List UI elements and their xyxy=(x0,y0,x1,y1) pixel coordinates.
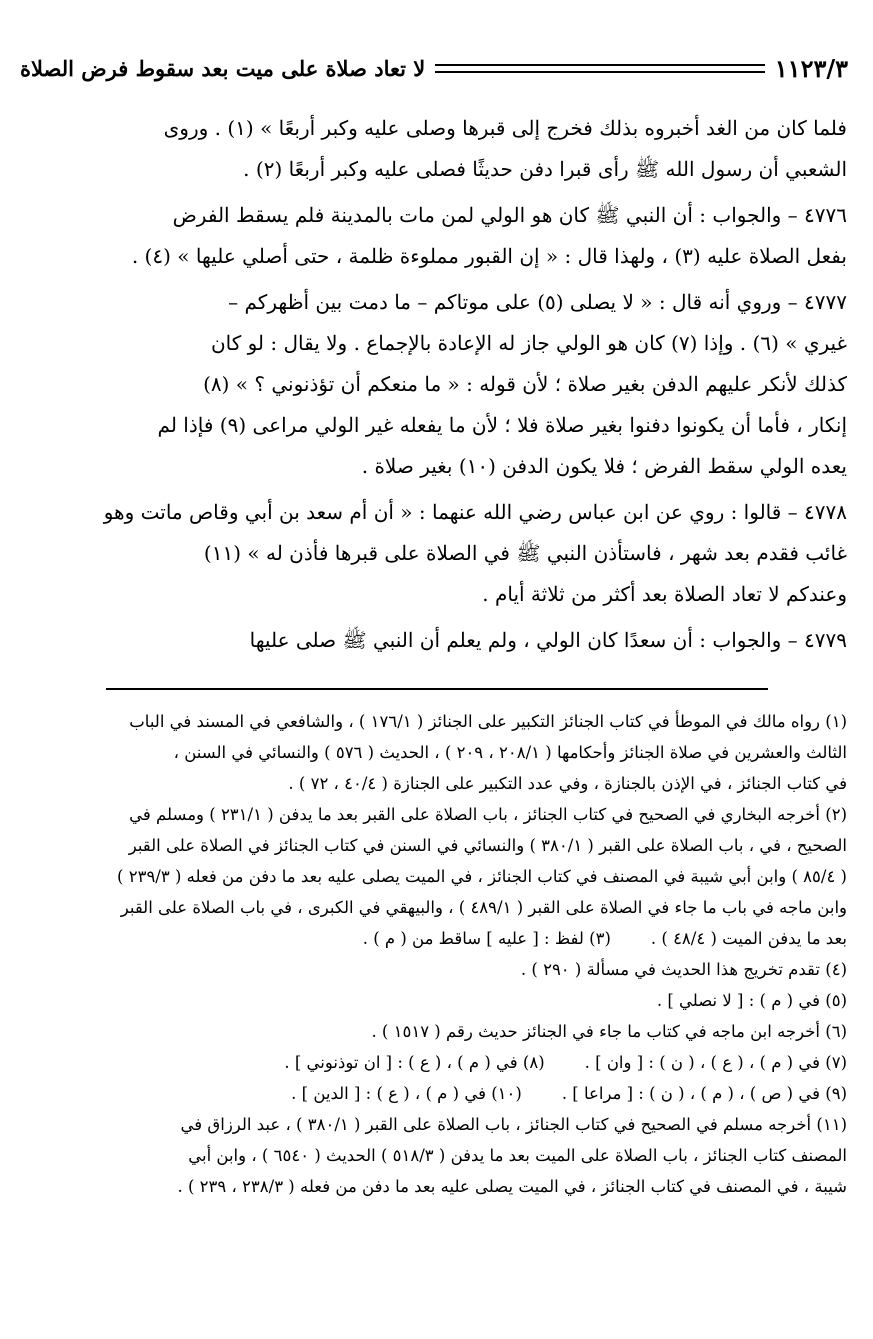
footnote-line: ( ٨٥/٤ ) وابن أبي شيبة في المصنف في كتاب الجنائز ، في الميت يصلى عليه بعد ما دفن من فعله ( ٢٣٩/٣ ) xyxy=(117,867,847,886)
text-line: ٤٧٧٨ – قالوا : روي عن ابن عباس رضي الله عنهما : « أن أم سعد بن أبي وقاص ماتت وهو xyxy=(103,500,847,524)
footnote-row xyxy=(24,1047,847,1078)
text-line: فلما كان من الغد أخبروه بذلك فخرج إلى قبرها وصلى عليه وكبر أربعًا » (١) . وروى xyxy=(163,116,847,140)
footnote-11: (١١) أخرجه مسلم في الصحيح في كتاب الجنائز ، باب الصلاة على القبر ( ٣٨٠/١ ) ، عبد الرزاق في xyxy=(180,1115,847,1134)
footnote-row xyxy=(24,1078,847,1109)
paragraph xyxy=(24,282,847,487)
running-header xyxy=(20,48,848,88)
footnote-line: الصحيح ، في ، باب الصلاة على القبر ( ٣٨٠/١ ) والنسائي في السنن في كتاب الجنائز في الصلاة على القبر xyxy=(128,836,847,855)
footnote-line: في كتاب الجنائز ، في الإذن بالجنازة ، وفي عدد التكبير على الجنازة ( ٤٠/٤ ، ٧٢ ) . xyxy=(288,774,847,793)
footnote-row xyxy=(24,923,847,954)
footnote-line: المصنف كتاب الجنائز ، باب الصلاة على الميت بعد ما يدفن ( ٥١٨/٣ ) الحديث ( ٦٥٤٠ ) ، وابن أبي xyxy=(188,1146,847,1165)
footnote-5: (٥) في ( م ) : [ لا نصلي ] . xyxy=(656,991,847,1010)
footnote-separator xyxy=(106,688,768,690)
footnote-3: (٣) لفظ : [ عليه ] ساقط من ( م ) . xyxy=(362,929,611,948)
footnote-9: (٩) في ( ص ) ، ( م ) ، ( ن ) : [ مراعا ] . xyxy=(561,1084,847,1103)
text-line: كذلك لأنكر عليهم الدفن بغير صلاة ؛ لأن قوله : « ما منعكم أن تؤذنوني ؟ » (٨) xyxy=(203,372,847,396)
text-line: بفعل الصلاة عليه (٣) ، ولهذا قال : « إن القبور مملوءة ظلمة ، حتى أصلي عليها » (٤) . xyxy=(131,244,847,268)
page-number: ١١٢٣/٣ xyxy=(774,53,848,83)
footnote-line: (١) رواه مالك في الموطأ في كتاب الجنائز التكبير على الجنائز ( ١٧٦/١ ) ، والشافعي في المسند في الباب xyxy=(129,712,847,731)
footnote-line: وابن ماجه في باب ما جاء في الصلاة على القبر ( ٤٨٩/١ ) ، والبيهقي في الكبرى ، في باب الصلاة على القبر xyxy=(120,898,847,917)
text-line: إنكار ، فأما أن يكونوا دفنوا بغير صلاة فلا ؛ لأن ما يفعله غير الولي مراعى (٩) فإذا لم xyxy=(157,413,847,437)
paragraph xyxy=(24,620,847,661)
chapter-title: لا تعاد صلاة على ميت بعد سقوط فرض الصلاة xyxy=(20,55,426,81)
text-line: الشعبي أن رسول الله ﷺ رأى قبرا دفن حديثًا فصلى عليه وكبر أربعًا (٢) . xyxy=(243,157,847,181)
footnote-10: (١٠) في ( م ) ، ( ع ) : [ الدين ] . xyxy=(291,1084,522,1103)
main-text xyxy=(24,108,847,666)
footnote-4: (٤) تقدم تخريج هذا الحديث في مسألة ( ٢٩٠ ) . xyxy=(520,960,847,979)
footnote-6: (٦) أخرجه ابن ماجه في كتاب ما جاء في الجنائز حديث رقم ( ١٥١٧ ) . xyxy=(371,1022,847,1041)
text-line: يعده الولي سقط الفرض ؛ فلا يكون الدفن (١٠) بغير صلاة . xyxy=(361,454,847,478)
text-line: وعندكم لا تعاد الصلاة بعد أكثر من ثلاثة أيام . xyxy=(482,582,847,606)
footnote-line: (٢) أخرجه البخاري في الصحيح في كتاب الجنائز ، باب الصلاة على القبر بعد ما يدفن ( ٢٣١/١ ) ومسلم في xyxy=(129,805,847,824)
paragraph xyxy=(24,195,847,277)
footnotes xyxy=(24,706,847,1202)
footnote-7: (٧) في ( م ) ، ( ع ) ، ( ن ) : [ وان ] . xyxy=(584,1053,847,1072)
text-line: غيري » (٦) . وإذا (٧) كان هو الولي جاز له الإعادة بالإجماع . ولا يقال : لو كان xyxy=(210,331,847,355)
footnote-line: الثالث والعشرين في صلاة الجنائز وأحكامها ( ٢٠٨/١ ، ٢٠٩ ) ، الحديث ( ٥٧٦ ) والنسائي في السنن ، xyxy=(173,743,847,762)
footnote-line: شيبة ، في المصنف في كتاب الجنائز ، في الميت يصلى عليه بعد ما دفن من فعله ( ٢٣٨/٣ ، ٢٣٩ ) . xyxy=(177,1177,847,1196)
text-line: ٤٧٧٧ – وروي أنه قال : « لا يصلى (٥) على موتاكم – ما دمت بين أظهركم – xyxy=(228,290,847,314)
text-line: غائب فقدم بعد شهر ، فاستأذن النبي ﷺ في الصلاة على قبرها فأذن له » (١١) xyxy=(203,541,847,565)
paragraph xyxy=(24,492,847,615)
footnote-8: (٨) في ( م ) ، ( ع ) : [ ان توذنوني ] . xyxy=(284,1053,545,1072)
text-line: ٤٧٧٩ – والجواب : أن سعدًا كان الولي ، ولم يعلم أن النبي ﷺ صلى عليها xyxy=(249,628,847,652)
paragraph xyxy=(24,108,847,190)
footnote-line: بعد ما يدفن الميت ( ٤٨/٤ ) . xyxy=(650,929,847,948)
text-line: ٤٧٧٦ – والجواب : أن النبي ﷺ كان هو الولي لمن مات بالمدينة فلم يسقط الفرض xyxy=(172,203,847,227)
header-rule xyxy=(435,64,765,73)
